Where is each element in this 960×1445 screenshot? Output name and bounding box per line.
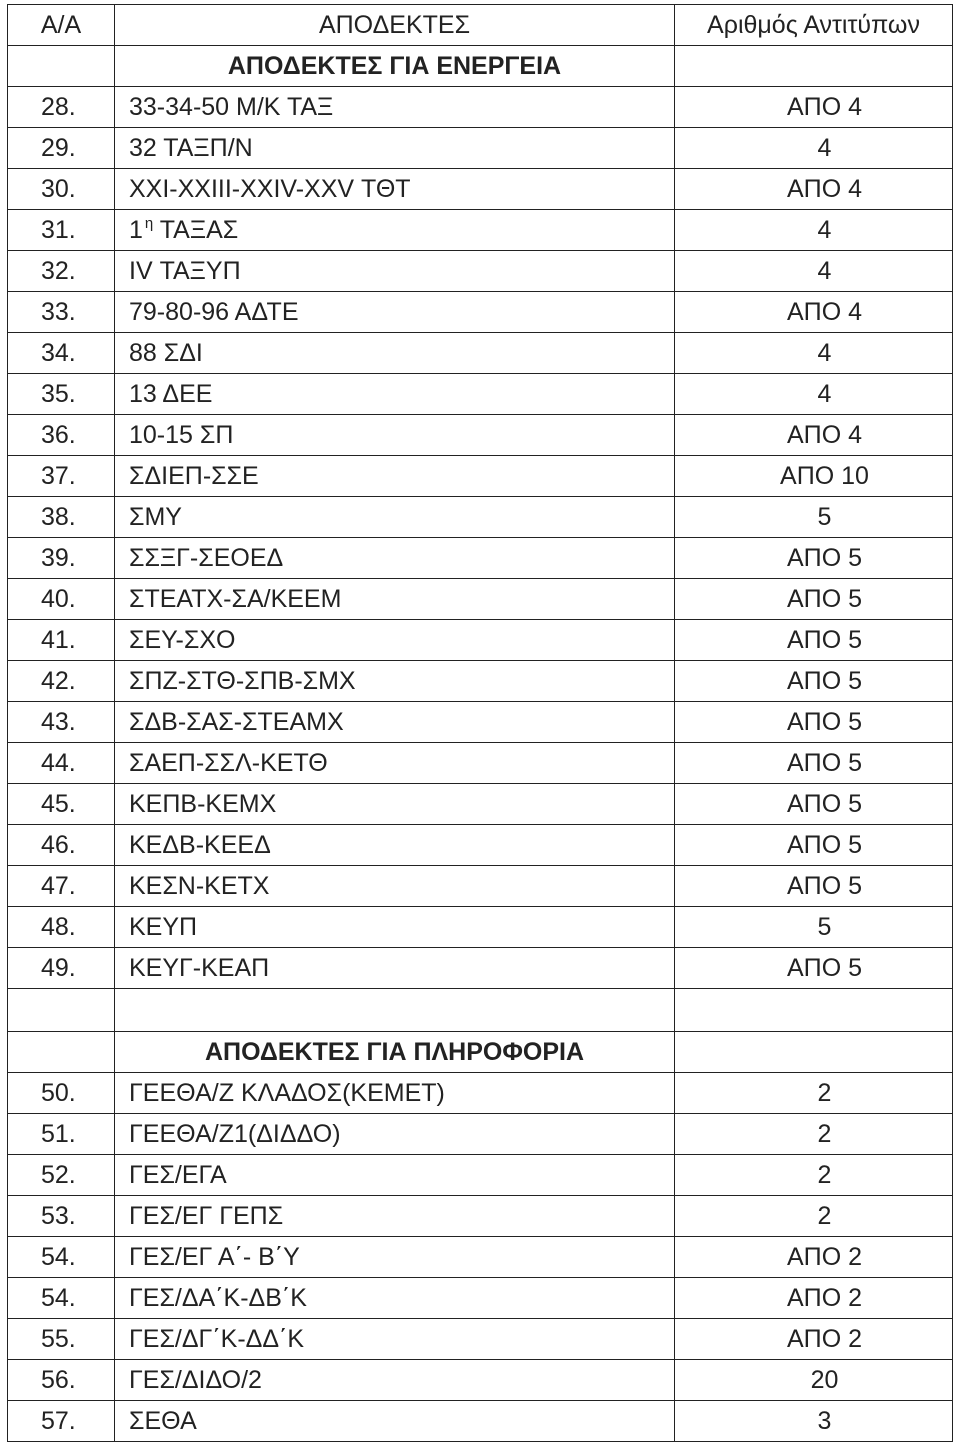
row-number: 35.: [8, 374, 115, 415]
recipient-name-rest: ΤΑΞΑΣ: [153, 216, 239, 244]
row-number: 49.: [8, 948, 115, 989]
recipient-name: ΓΕΣ/ΕΓ Α΄- Β΄Υ: [115, 1237, 675, 1278]
recipient-name: ΓΕΕΘΑ/Ζ ΚΛΑΔΟΣ(ΚΕΜΕΤ): [115, 1073, 675, 1114]
table-row: [8, 1401, 953, 1442]
copies-count: 2: [675, 1155, 953, 1196]
table-row: [8, 1360, 953, 1401]
row-number: 33.: [8, 292, 115, 333]
table-row: [8, 538, 953, 579]
row-number: 38.: [8, 497, 115, 538]
table-row: [8, 333, 953, 374]
recipient-name: ΣΑΕΠ-ΣΣΛ-ΚΕΤΘ: [115, 743, 675, 784]
table-row: [8, 1278, 953, 1319]
row-number: 42.: [8, 661, 115, 702]
row-number: 45.: [8, 784, 115, 825]
recipients-table-body: [8, 5, 953, 1442]
recipient-name: IV ΤΑΞΥΠ: [115, 251, 675, 292]
header-recipient: ΑΠΟΔΕΚΤΕΣ: [115, 5, 675, 46]
copies-count: 5: [675, 907, 953, 948]
row-number: 37.: [8, 456, 115, 497]
row-number: 55.: [8, 1319, 115, 1360]
table-row: [8, 948, 953, 989]
spacer-row: [8, 989, 953, 1032]
table-row: [8, 1319, 953, 1360]
copies-count: 4: [675, 210, 953, 251]
row-number: 43.: [8, 702, 115, 743]
spacer-cell: [8, 989, 115, 1032]
row-number: 51.: [8, 1114, 115, 1155]
row-number: 36.: [8, 415, 115, 456]
row-number: 54.: [8, 1278, 115, 1319]
recipient-name: 32 ΤΑΞΠ/Ν: [115, 128, 675, 169]
recipient-name: ΓΕΣ/ΔΑ΄Κ-ΔΒ΄Κ: [115, 1278, 675, 1319]
table-row: [8, 1114, 953, 1155]
section-title-empty: [8, 1032, 115, 1073]
copies-count: ΑΠΟ 2: [675, 1237, 953, 1278]
row-number: 52.: [8, 1155, 115, 1196]
table-row: [8, 784, 953, 825]
recipient-name: ΣΕΥ-ΣΧΟ: [115, 620, 675, 661]
spacer-cell: [675, 989, 953, 1032]
recipient-name: ΓΕΣ/ΕΓΑ: [115, 1155, 675, 1196]
recipient-name: ΚΕΥΓ-ΚΕΑΠ: [115, 948, 675, 989]
header-row: [8, 5, 953, 46]
copies-count: ΑΠΟ 4: [675, 415, 953, 456]
recipient-name: ΣΕΘΑ: [115, 1401, 675, 1442]
copies-count: 4: [675, 374, 953, 415]
row-number: 40.: [8, 579, 115, 620]
recipient-name: 33-34-50 Μ/Κ ΤΑΞ: [115, 87, 675, 128]
copies-count: ΑΠΟ 5: [675, 743, 953, 784]
table-row: [8, 620, 953, 661]
spacer-cell: [115, 989, 675, 1032]
table-row: [8, 579, 953, 620]
copies-count: ΑΠΟ 4: [675, 87, 953, 128]
row-number: 30.: [8, 169, 115, 210]
row-number: 57.: [8, 1401, 115, 1442]
recipient-name: ΚΕΣΝ-ΚΕΤΧ: [115, 866, 675, 907]
table-row: [8, 1073, 953, 1114]
copies-count: ΑΠΟ 4: [675, 169, 953, 210]
row-number: 47.: [8, 866, 115, 907]
table-row: [8, 251, 953, 292]
copies-count: ΑΠΟ 5: [675, 579, 953, 620]
recipient-name: 13 ΔΕΕ: [115, 374, 675, 415]
row-number: 46.: [8, 825, 115, 866]
table-row: [8, 497, 953, 538]
table-row: [8, 1237, 953, 1278]
section-title-empty: [675, 46, 953, 87]
row-number: 39.: [8, 538, 115, 579]
section-title-info: ΑΠΟΔΕΚΤΕΣ ΓΙΑ ΠΛΗΡΟΦΟΡΙΑ: [115, 1032, 675, 1073]
header-num: Α/Α: [8, 5, 115, 46]
copies-count: 2: [675, 1196, 953, 1237]
row-number: 41.: [8, 620, 115, 661]
row-number: 31.: [8, 210, 115, 251]
recipient-name: ΚΕΥΠ: [115, 907, 675, 948]
copies-count: ΑΠΟ 5: [675, 948, 953, 989]
section-title-empty: [675, 1032, 953, 1073]
section-title-row-action: [8, 46, 953, 87]
row-number: 28.: [8, 87, 115, 128]
copies-count: ΑΠΟ 5: [675, 538, 953, 579]
recipient-name: 79-80-96 ΑΔΤΕ: [115, 292, 675, 333]
row-number: 34.: [8, 333, 115, 374]
recipient-name: ΚΕΔΒ-ΚΕΕΔ: [115, 825, 675, 866]
copies-count: 5: [675, 497, 953, 538]
recipient-name: 10-15 ΣΠ: [115, 415, 675, 456]
recipient-name: ΓΕΕΘΑ/Ζ1(ΔΙΔΔΟ): [115, 1114, 675, 1155]
recipient-name: ΓΕΣ/ΔΓ΄Κ-ΔΔ΄Κ: [115, 1319, 675, 1360]
recipient-name-part: 1: [129, 216, 143, 244]
table-row: [8, 743, 953, 784]
copies-count: ΑΠΟ 5: [675, 702, 953, 743]
table-row: [8, 866, 953, 907]
table-row: [8, 661, 953, 702]
copies-count: ΑΠΟ 5: [675, 784, 953, 825]
row-number: 44.: [8, 743, 115, 784]
recipients-table: [7, 4, 953, 1442]
copies-count: 4: [675, 333, 953, 374]
table-row: [8, 87, 953, 128]
recipient-name: ΣΔΙΕΠ-ΣΣΕ: [115, 456, 675, 497]
section-title-row-info: [8, 1032, 953, 1073]
row-number: 29.: [8, 128, 115, 169]
copies-count: 2: [675, 1114, 953, 1155]
copies-count: 3: [675, 1401, 953, 1442]
copies-count: ΑΠΟ 10: [675, 456, 953, 497]
table-row: [8, 907, 953, 948]
row-number: 50.: [8, 1073, 115, 1114]
table-row: [8, 210, 953, 251]
recipient-name: ΓΕΣ/ΕΓ ΓΕΠΣ: [115, 1196, 675, 1237]
recipient-name: ΣΣΞΓ-ΣΕΟΕΔ: [115, 538, 675, 579]
recipient-name: XXI-XXIII-XXIV-XXV ΤΘΤ: [115, 169, 675, 210]
recipient-name: ΣΔΒ-ΣΑΣ-ΣΤΕΑΜΧ: [115, 702, 675, 743]
section-title-empty: [8, 46, 115, 87]
table-row: [8, 702, 953, 743]
row-number: 54.: [8, 1237, 115, 1278]
recipient-name: ΣΜΥ: [115, 497, 675, 538]
copies-count: ΑΠΟ 2: [675, 1319, 953, 1360]
recipient-name: ΚΕΠΒ-ΚΕΜΧ: [115, 784, 675, 825]
copies-count: ΑΠΟ 2: [675, 1278, 953, 1319]
table-row: [8, 374, 953, 415]
copies-count: 4: [675, 128, 953, 169]
row-number: 32.: [8, 251, 115, 292]
header-copies: Αριθμός Αντιτύπων: [675, 5, 953, 46]
copies-count: 20: [675, 1360, 953, 1401]
copies-count: ΑΠΟ 5: [675, 866, 953, 907]
copies-count: ΑΠΟ 5: [675, 825, 953, 866]
table-row: [8, 169, 953, 210]
table-row: [8, 825, 953, 866]
recipient-name: ΣΤΕΑΤΧ-ΣΑ/ΚΕΕΜ: [115, 579, 675, 620]
copies-count: ΑΠΟ 4: [675, 292, 953, 333]
recipient-name: ΣΠΖ-ΣΤΘ-ΣΠΒ-ΣΜΧ: [115, 661, 675, 702]
copies-count: 2: [675, 1073, 953, 1114]
section-title-action: ΑΠΟΔΕΚΤΕΣ ΓΙΑ ΕΝΕΡΓΕΙΑ: [115, 46, 675, 87]
recipient-name: ΓΕΣ/ΔΙΔΟ/2: [115, 1360, 675, 1401]
table-row: [8, 415, 953, 456]
recipient-name: 88 ΣΔΙ: [115, 333, 675, 374]
copies-count: 4: [675, 251, 953, 292]
copies-count: ΑΠΟ 5: [675, 620, 953, 661]
copies-count: ΑΠΟ 5: [675, 661, 953, 702]
row-number: 53.: [8, 1196, 115, 1237]
table-row: [8, 1196, 953, 1237]
table-row: [8, 128, 953, 169]
recipient-name-superscript: η: [144, 215, 154, 232]
row-number: 48.: [8, 907, 115, 948]
table-row: [8, 456, 953, 497]
table-row: [8, 1155, 953, 1196]
row-number: 56.: [8, 1360, 115, 1401]
table-row: [8, 292, 953, 333]
recipient-name: [115, 210, 675, 251]
